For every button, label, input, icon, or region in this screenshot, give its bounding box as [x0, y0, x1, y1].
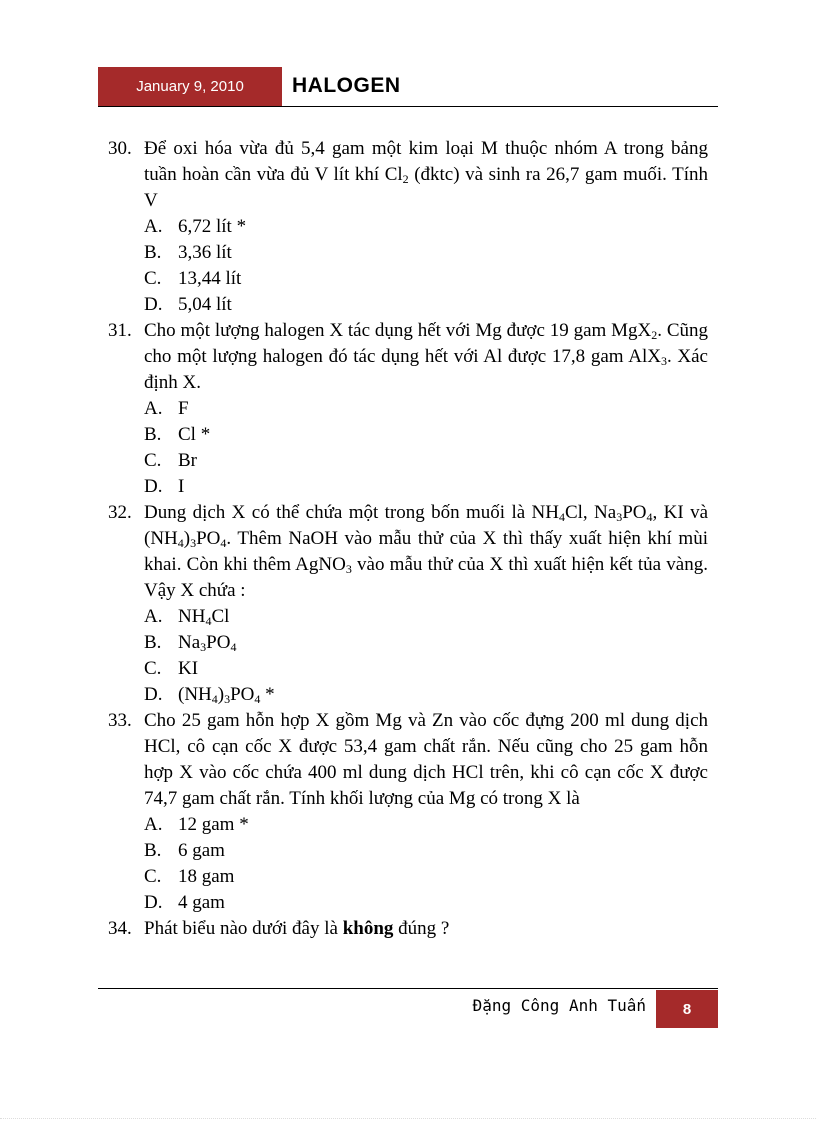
- subscript: 2: [651, 328, 658, 342]
- text-part: Cho một lượng halogen X tác dụng hết với Mg được 19 gam MgX: [144, 320, 652, 341]
- answer-option: [144, 292, 708, 318]
- answer-option: [144, 396, 708, 422]
- questions-list: [108, 136, 708, 942]
- answer-options: [108, 604, 708, 708]
- option-letter: D.: [144, 476, 163, 497]
- option-text: [178, 838, 225, 864]
- page-number: 8: [682, 1000, 692, 1018]
- question-text: [144, 136, 708, 214]
- answer-options: [108, 396, 708, 500]
- answer-option: [144, 838, 708, 864]
- option-text: [178, 812, 249, 838]
- option-letter: B.: [144, 424, 162, 445]
- option-letter: B.: [144, 242, 162, 263]
- option-text: [178, 604, 229, 630]
- question-text-part: đúng ?: [393, 918, 450, 939]
- option-text: [178, 448, 197, 474]
- question-number: 30.: [108, 138, 132, 159]
- option-text: [178, 474, 184, 500]
- text-part: 6,72 lít *: [178, 216, 247, 237]
- question-number: 34.: [108, 918, 132, 939]
- subscript: 4: [177, 536, 184, 550]
- subscript: 3: [200, 640, 207, 654]
- option-letter: A.: [144, 606, 163, 627]
- option-letter: D.: [144, 892, 163, 913]
- question-number: 32.: [108, 502, 132, 523]
- option-letter: A.: [144, 216, 163, 237]
- answer-option: [144, 890, 708, 916]
- question-text: [144, 500, 708, 604]
- subscript: 3: [224, 692, 231, 706]
- subscript: 3: [616, 510, 623, 524]
- question-34: [108, 916, 708, 942]
- text-part: PO: [206, 632, 231, 653]
- subscript: 4: [211, 692, 218, 706]
- answer-options: [108, 214, 708, 318]
- text-part: 18 gam: [178, 866, 235, 887]
- question-text-part: Phát biểu nào dưới đây là: [144, 918, 343, 939]
- option-letter: B.: [144, 632, 162, 653]
- subscript: 3: [345, 562, 352, 576]
- subscript: 4: [254, 692, 261, 706]
- option-text: [178, 682, 275, 708]
- option-letter: D.: [144, 684, 163, 705]
- text-part: 12 gam *: [178, 814, 249, 835]
- text-part: 4 gam: [178, 892, 225, 913]
- option-text: [178, 422, 210, 448]
- question-number: 31.: [108, 320, 132, 341]
- answer-option: [144, 214, 708, 240]
- answer-option: [144, 422, 708, 448]
- option-text: [178, 240, 232, 266]
- option-letter: A.: [144, 814, 163, 835]
- subscript: 4: [558, 510, 565, 524]
- option-letter: C.: [144, 866, 162, 887]
- option-text: [178, 266, 241, 292]
- subscript: 4: [646, 510, 653, 524]
- page-number-badge: [656, 990, 718, 1028]
- text-part: ): [183, 528, 191, 549]
- answer-option: [144, 864, 708, 890]
- text-part: 3,36 lít: [178, 242, 232, 263]
- option-letter: C.: [144, 450, 162, 471]
- text-part: Cl: [211, 606, 230, 627]
- text-part: . Xác định X.: [144, 346, 708, 393]
- text-part: 13,44 lít: [178, 268, 242, 289]
- text-part: (đktc) và sinh ra 26,7 gam muối. Tính V: [144, 164, 709, 211]
- footer-divider: [98, 988, 718, 989]
- option-letter: A.: [144, 398, 163, 419]
- footer-author: Đặng Công Anh Tuấn: [472, 996, 646, 1015]
- text-part: vào mẫu thử của X thì xuất hiện kết tủa vàng. Vậy X chứa :: [144, 554, 708, 601]
- text-part: Cl, Na: [564, 502, 617, 523]
- text-part: PO: [230, 684, 255, 705]
- text-part: KI: [178, 658, 199, 679]
- question-33: [108, 708, 708, 812]
- answer-option: [144, 682, 708, 708]
- text-part: *: [260, 684, 275, 705]
- subscript: 4: [230, 640, 237, 654]
- subscript: 2: [402, 172, 409, 186]
- answer-option: [144, 630, 708, 656]
- question-number: 33.: [108, 710, 132, 731]
- text-part: 6 gam: [178, 840, 225, 861]
- answer-options: [108, 812, 708, 916]
- option-text: [178, 292, 232, 318]
- option-letter: C.: [144, 268, 162, 289]
- text-part: , KI và (NH: [144, 502, 708, 549]
- option-text: [178, 396, 189, 422]
- option-letter: C.: [144, 658, 162, 679]
- answer-option: [144, 604, 708, 630]
- question-32: [108, 500, 708, 604]
- question-text: [144, 708, 708, 812]
- option-text: [178, 214, 246, 240]
- header-date: January 9, 2010: [136, 78, 244, 95]
- text-part: ): [217, 684, 225, 705]
- text-part: (NH: [178, 684, 212, 705]
- text-part: Cho 25 gam hỗn hợp X gồm Mg và Zn vào cốc đựng 200 ml dung dịch HCl, cô cạn cốc X được 53,4 gam chất rắn. Nếu cũng cho 25 gam hỗn hợp X vào cốc chứa 400 ml dung dịch HCl trên, khi cô cạn cốc X được 74,7 gam chất rắn. Tính khối lượng của Mg có trong X là: [144, 710, 708, 809]
- subscript: 4: [220, 536, 227, 550]
- option-text: [178, 630, 236, 656]
- text-part: Dung dịch X có thể chứa một trong bốn muối là NH: [144, 502, 559, 523]
- text-part: Br: [178, 450, 197, 471]
- header-divider: [98, 106, 718, 107]
- option-text: [178, 864, 234, 890]
- subscript: 3: [660, 354, 667, 368]
- question-text: [144, 318, 708, 396]
- option-letter: B.: [144, 840, 162, 861]
- question-30: [108, 136, 708, 214]
- question-text-emphasis: không: [342, 918, 394, 939]
- text-part: Cl *: [178, 424, 211, 445]
- option-text: [178, 890, 225, 916]
- answer-option: [144, 812, 708, 838]
- option-letter: D.: [144, 294, 163, 315]
- question-31: [108, 318, 708, 396]
- header-title: HALOGEN: [292, 74, 401, 97]
- text-part: Na: [178, 632, 201, 653]
- text-part: . Cũng cho một lượng halogen đó tác dụng hết với Al được 17,8 gam AlX: [144, 320, 708, 367]
- text-part: F: [178, 398, 189, 419]
- answer-option: [144, 474, 708, 500]
- answer-option: [144, 448, 708, 474]
- text-part: I: [178, 476, 185, 497]
- bottom-dotted-line: [0, 1118, 816, 1119]
- text-part: PO: [196, 528, 221, 549]
- option-text: [178, 656, 198, 682]
- subscript: 3: [190, 536, 197, 550]
- text-part: 5,04 lít: [178, 294, 232, 315]
- answer-option: [144, 656, 708, 682]
- text-part: PO: [622, 502, 647, 523]
- answer-option: [144, 266, 708, 292]
- text-part: NH: [178, 606, 206, 627]
- header-date-badge: [98, 67, 282, 106]
- text-part: Để oxi hóa vừa đủ 5,4 gam một kim loại M thuộc nhóm A trong bảng tuần hoàn cần vừa đủ V lít khí Cl: [144, 138, 708, 185]
- text-part: . Thêm NaOH vào mẫu thử của X thì thấy xuất hiện khí mùi khai. Còn khi thêm AgNO: [144, 528, 708, 575]
- answer-option: [144, 240, 708, 266]
- subscript: 4: [205, 614, 212, 628]
- question-text: [144, 916, 708, 942]
